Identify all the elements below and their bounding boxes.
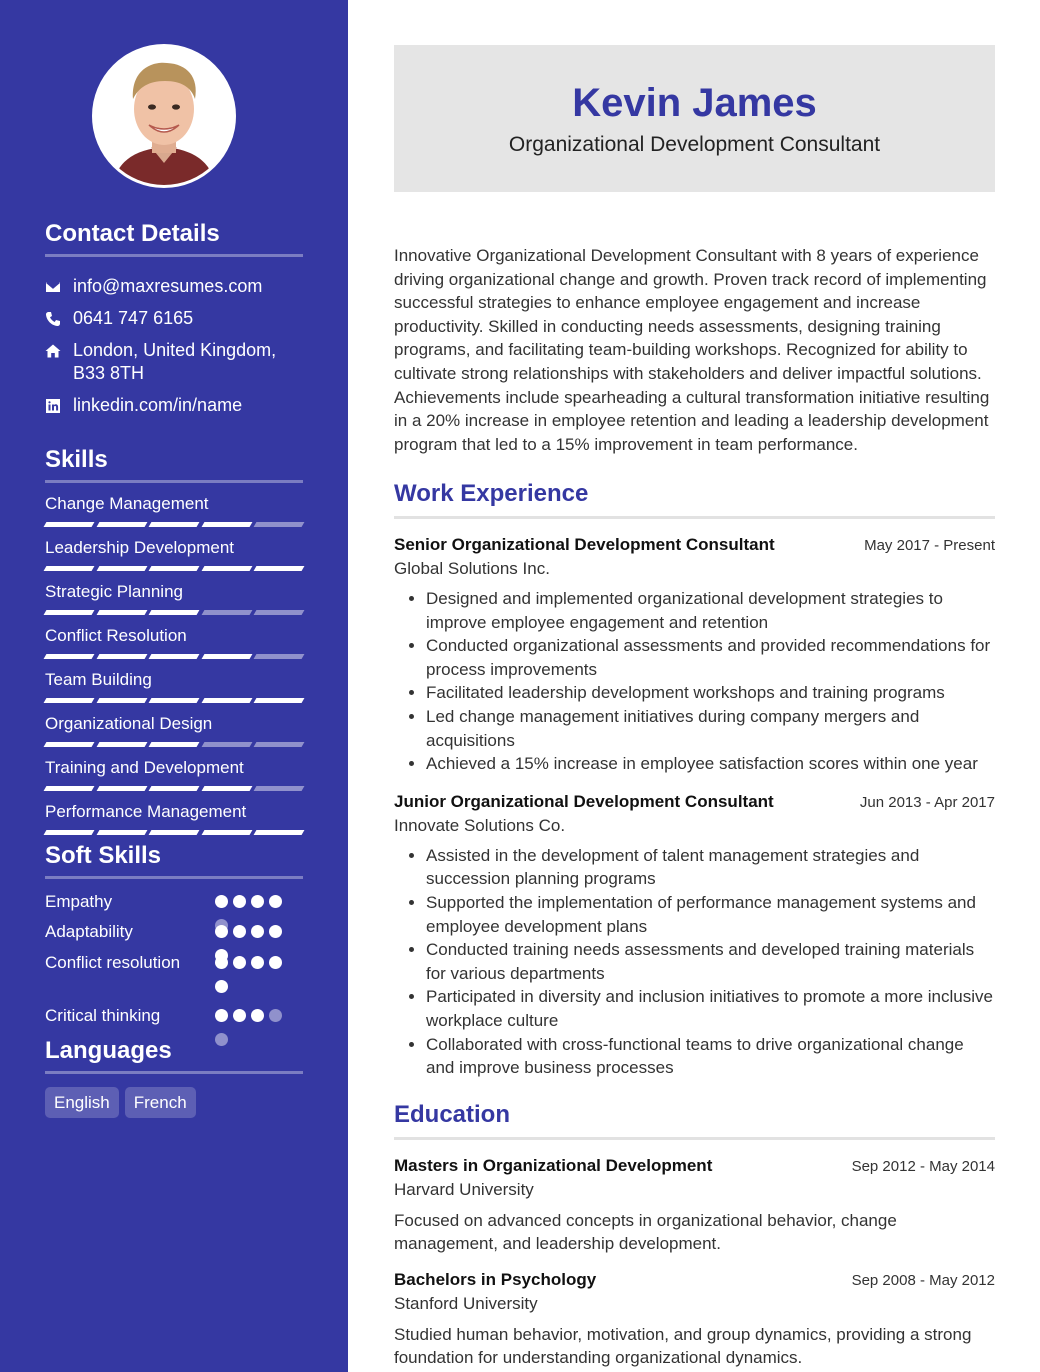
skill-level-segment (201, 566, 251, 571)
skill-level-segment (96, 786, 146, 791)
languages-list (45, 1087, 303, 1118)
contact-phone[interactable] (45, 307, 303, 330)
skill-level-segment (96, 654, 146, 659)
job-bullet: • Achieved a 15% increase in employee satisfaction scores within one year (426, 752, 995, 776)
header-banner (394, 45, 995, 192)
contact-address (45, 339, 303, 385)
soft-skill-name: Adaptability (45, 922, 133, 941)
job-company: Innovate Solutions Co. (394, 815, 566, 835)
skill-level-segment (254, 786, 304, 791)
education-entry (394, 1155, 995, 1255)
skill-item (45, 493, 303, 527)
rating-dot (269, 956, 282, 969)
skill-level-segment (96, 566, 146, 571)
soft-skills-section (45, 842, 303, 1040)
skill-name: Change Management (45, 494, 209, 513)
skill-level-bar (45, 830, 303, 835)
skill-level-segment (149, 830, 199, 835)
job-bullet: • Conducted organizational assessments and provided recommendations for process improvements (426, 634, 995, 681)
skill-level-segment (96, 830, 146, 835)
soft-skill-item (45, 1004, 303, 1027)
degree-date: Sep 2012 - May 2014 (851, 1158, 995, 1175)
soft-skills-list (45, 890, 303, 1040)
rating-dot (269, 895, 282, 908)
skill-level-segment (254, 698, 304, 703)
skill-level-segment (44, 522, 94, 527)
soft-skill-item (45, 920, 303, 943)
skill-level-segment (96, 610, 146, 615)
job-bullet: • Supported the implementation of performance management systems and employee development plans (426, 891, 995, 938)
rating-dot (215, 956, 228, 969)
soft-skill-name: Critical thinking (45, 1006, 161, 1025)
job-bullets (394, 844, 995, 1080)
skill-level-segment (149, 610, 199, 615)
job-bullet: • Designed and implemented organizational development strategies to improve employee engagement and retention (426, 587, 995, 634)
rating-dot (215, 980, 228, 993)
skill-level-segment (44, 830, 94, 835)
rating-dot (251, 925, 264, 938)
profile-summary: Innovative Organizational Development Consultant with 8 years of experience driving organizational change and growth. Proven track record of implementing successful strategies to enhance employee engagement and increase productivity. Skilled in conducting needs assessments, designing training programs, and facilitating team-building workshops. Recognized for ability to cultivate strong relationships with stakeholders and deliver impactful solutions. Achievements include spearheading a cultural transformation initiative resulting in a 20% increase in employee retention and leading a leadership development program that led to a 15% improvement in team performance. (394, 246, 990, 454)
skill-level-segment (201, 522, 251, 527)
contact-phone-text: 0641 747 6165 (73, 308, 194, 328)
rating-dot (269, 925, 282, 938)
skill-item (45, 669, 303, 703)
skill-level-segment (254, 610, 304, 615)
degree-description: Studied human behavior, motivation, and group dynamics, providing a strong foundation for understanding organizational dynamics. (394, 1325, 972, 1367)
rating-dot (215, 895, 228, 908)
contact-email-text: info@maxresumes.com (73, 276, 263, 296)
rating-dot (251, 895, 264, 908)
soft-skill-item (45, 951, 303, 974)
skill-name: Training and Development (45, 758, 244, 777)
skill-item (45, 757, 303, 791)
rating-dot (233, 895, 246, 908)
skill-name: Conflict Resolution (45, 626, 187, 645)
skill-item (45, 537, 303, 571)
skill-level-segment (44, 566, 94, 571)
skill-level-segment (201, 654, 251, 659)
candidate-title: Organizational Development Consultant (508, 133, 881, 156)
skill-name: Team Building (45, 670, 152, 689)
school-name: Harvard University (394, 1180, 534, 1199)
job-date: Jun 2013 - Apr 2017 (859, 793, 995, 811)
rating-dot (215, 925, 228, 938)
skill-level-segment (149, 742, 199, 747)
job-bullet: • Conducted training needs assessments and developed training materials for various departments (426, 938, 995, 985)
skill-level-bar (45, 566, 303, 571)
degree-title: Masters in Organizational Development (394, 1156, 713, 1175)
job-role: Senior Organizational Development Consultant (394, 535, 775, 554)
profile-photo (92, 44, 236, 188)
contact-section (45, 220, 303, 426)
rating-dot (233, 956, 246, 969)
language-french: French (125, 1087, 196, 1118)
skill-level-bar (45, 610, 303, 615)
contact-list (45, 275, 303, 417)
phone-icon (45, 307, 73, 330)
envelope-icon (45, 275, 73, 298)
degree-description: Focused on advanced concepts in organizational behavior, change management, and leadership development. (394, 1211, 897, 1253)
skill-level-segment (149, 654, 199, 659)
home-icon (45, 339, 73, 362)
languages-section (45, 1037, 303, 1118)
skill-name: Strategic Planning (45, 582, 183, 601)
skill-level-segment (254, 566, 304, 571)
education-heading: Education (394, 1101, 995, 1140)
skill-level-segment (96, 698, 146, 703)
skill-item (45, 581, 303, 615)
skill-level-segment (44, 742, 94, 747)
job-bullet: • Participated in diversity and inclusion initiatives to promote a more inclusive workplace culture (426, 985, 995, 1032)
skill-level-segment (44, 786, 94, 791)
language-english: English (45, 1087, 119, 1118)
rating-dot (251, 956, 264, 969)
languages-heading: Languages (45, 1037, 303, 1074)
skills-section (45, 446, 303, 835)
contact-email[interactable] (45, 275, 303, 298)
skill-level-segment (96, 742, 146, 747)
skill-level-segment (149, 566, 199, 571)
education-section (394, 1101, 995, 1369)
job-date: May 2017 - Present (864, 537, 995, 554)
soft-skill-item (45, 890, 303, 913)
skill-level-segment (44, 610, 94, 615)
soft-skills-heading: Soft Skills (45, 842, 303, 879)
candidate-name: Kevin James (572, 81, 817, 125)
degree-date: Sep 2008 - May 2012 (851, 1272, 995, 1289)
skill-level-segment (201, 610, 251, 615)
work-heading: Work Experience (394, 480, 995, 519)
skill-level-segment (44, 698, 94, 703)
skill-name: Organizational Design (45, 714, 213, 733)
job-bullet: • Collaborated with cross-functional teams to drive organizational change and improve business processes (426, 1033, 995, 1080)
skill-name: Performance Management (45, 802, 247, 821)
skill-level-segment (44, 654, 94, 659)
skill-level-segment (149, 522, 199, 527)
skill-item (45, 713, 303, 747)
contact-heading: Contact Details (45, 220, 303, 257)
job-role: Junior Organizational Development Consultant (394, 791, 774, 811)
job-bullets (394, 587, 995, 776)
skill-level-bar (45, 698, 303, 703)
skill-level-bar (45, 786, 303, 791)
linkedin-icon (45, 394, 73, 417)
job-bullet: • Led change management initiatives during company mergers and acquisitions (426, 705, 995, 752)
school-name: Stanford University (394, 1294, 538, 1313)
degree-title: Bachelors in Psychology (394, 1270, 597, 1289)
skills-list (45, 493, 303, 835)
skill-level-segment (96, 522, 146, 527)
rating-dot (233, 925, 246, 938)
skill-level-bar (45, 742, 303, 747)
work-section (394, 480, 995, 1080)
skill-level-segment (149, 786, 199, 791)
rating-dot (269, 1009, 282, 1022)
avatar (95, 47, 233, 185)
skill-level-segment (254, 654, 304, 659)
sidebar (0, 0, 348, 1372)
skill-level-segment (201, 786, 251, 791)
skill-item (45, 801, 303, 835)
job-bullet: • Assisted in the development of talent management strategies and succession planning programs (426, 844, 995, 891)
rating-dot (251, 1009, 264, 1022)
skill-level-bar (45, 654, 303, 659)
skill-level-segment (201, 830, 251, 835)
rating-dot (233, 1009, 246, 1022)
job-company: Global Solutions Inc. (394, 559, 550, 578)
skills-heading: Skills (45, 446, 303, 483)
contact-linkedin-text: linkedin.com/in/name (73, 395, 243, 415)
skill-level-segment (201, 742, 251, 747)
skill-item (45, 625, 303, 659)
contact-linkedin[interactable] (45, 394, 303, 417)
skill-level-bar (45, 522, 303, 527)
soft-skill-name: Empathy (45, 892, 113, 911)
skill-level-segment (254, 830, 304, 835)
skill-level-segment (254, 522, 304, 527)
job-entry (394, 534, 995, 776)
skill-level-segment (149, 698, 199, 703)
education-entry (394, 1269, 995, 1369)
skill-name: Leadership Development (45, 538, 235, 557)
job-entry (394, 791, 995, 1080)
contact-address-text: London, United Kingdom, B33 8TH (73, 340, 277, 383)
soft-skill-name: Conflict resolution (45, 953, 181, 972)
rating-dot (215, 1009, 228, 1022)
skill-level-segment (201, 698, 251, 703)
job-bullet: • Facilitated leadership development workshops and training programs (426, 681, 995, 705)
skill-level-segment (254, 742, 304, 747)
